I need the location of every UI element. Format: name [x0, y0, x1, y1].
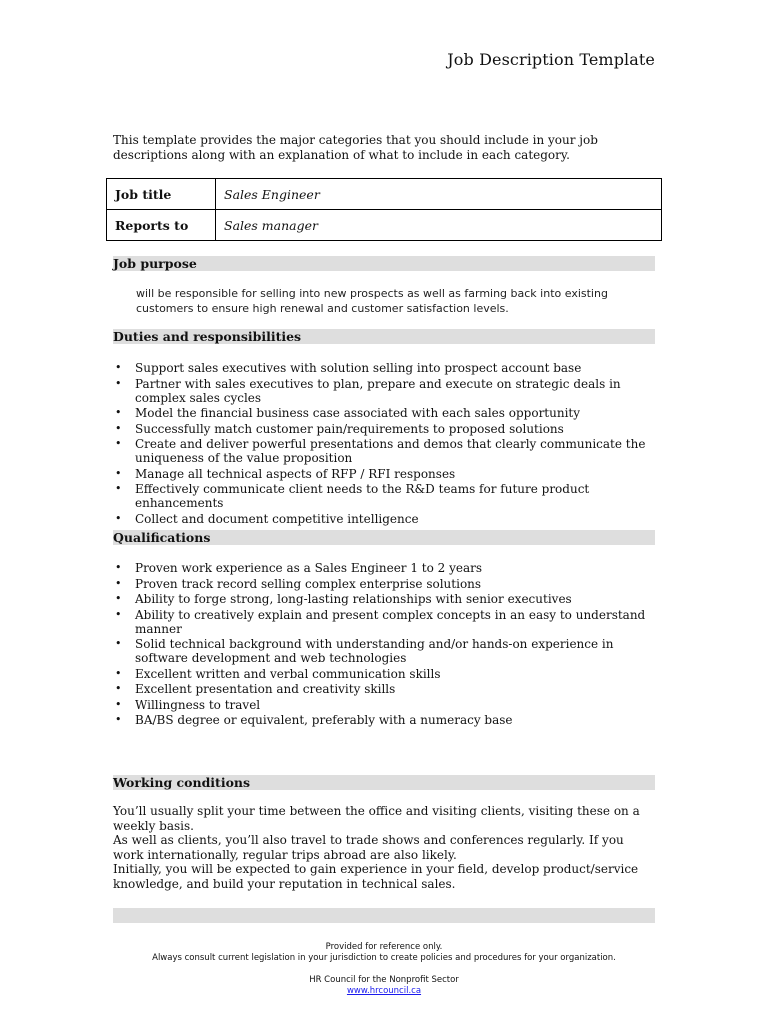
- job-title-value: Sales Engineer: [216, 179, 662, 210]
- list-item: • Manage all technical aspects of RFP / RFI responses: [113, 467, 658, 481]
- intro-text: This template provides the major categories that you should include in your job descriptions along with an explanation of what to include in each category.: [113, 133, 598, 162]
- list-item: • Collect and document competitive intelligence: [113, 512, 658, 526]
- list-item: • Proven work experience as a Sales Engineer 1 to 2 years: [113, 561, 658, 575]
- list-item: • Successfully match customer pain/requirements to proposed solutions: [113, 422, 658, 436]
- table-row: [107, 210, 662, 241]
- list-item: • Excellent presentation and creativity skills: [113, 682, 658, 696]
- paragraph: As well as clients, you’ll also travel to trade shows and conferences regularly. If you work internationally, regular trips abroad are also likely.: [113, 833, 624, 862]
- list-item: • Effectively communicate client needs to the R&D teams for future product enhancements: [113, 482, 658, 510]
- reports-to-value: Sales manager: [216, 210, 662, 241]
- list-item: • Ability to forge strong, long-lasting relationships with senior executives: [113, 592, 658, 606]
- list-item: • BA/BS degree or equivalent, preferably with a numeracy base: [113, 713, 658, 727]
- footer-org-name: HR Council for the Nonprofit Sector: [309, 975, 459, 985]
- footer-disclaimer: [0, 942, 768, 964]
- list-item: • Model the financial business case associated with each sales opportunity: [113, 406, 658, 420]
- list-item: • Partner with sales executives to plan, prepare and execute on strategic deals in complex sales cycles: [113, 377, 658, 405]
- job-info-table: [106, 178, 662, 241]
- paragraph: Initially, you will be expected to gain experience in your field, develop product/service knowledge, and build your reputation in technical sales.: [113, 862, 639, 891]
- list-item: • Willingness to travel: [113, 698, 658, 712]
- list-item: • Ability to creatively explain and present complex concepts in an easy to understand manner: [113, 608, 658, 636]
- list-item: • Proven track record selling complex enterprise solutions: [113, 577, 658, 591]
- paragraph: You’ll usually split your time between the office and visiting clients, visiting these on a weekly basis.: [113, 804, 640, 833]
- footer-link[interactable]: www.hrcouncil.ca: [346, 986, 422, 996]
- list-item: • Excellent written and verbal communication skills: [113, 667, 658, 681]
- working-conditions-text: [113, 804, 658, 891]
- job-purpose-heading: [113, 256, 655, 271]
- footer-org: [0, 975, 768, 997]
- duties-list: [113, 361, 658, 527]
- section-heading-text: Working conditions: [113, 775, 251, 790]
- empty-section-bar: [113, 908, 655, 923]
- section-heading-text: Job purpose: [113, 256, 197, 271]
- list-item: • Solid technical background with understanding and/or hands-on experience in software development and web technologies: [113, 637, 658, 665]
- job-title-label: Job title: [107, 179, 216, 210]
- reports-to-label: Reports to: [107, 210, 216, 241]
- qualifications-list: [113, 561, 658, 729]
- qualifications-heading: [113, 530, 655, 545]
- duties-heading: [113, 329, 655, 344]
- job-purpose-text: will be responsible for selling into new prospects as well as farming back into existing customers to ensure high renewal and customer satisfaction levels.: [136, 287, 608, 315]
- list-item: • Create and deliver powerful presentations and demos that clearly communicate the uniqueness of the value proposition: [113, 437, 658, 465]
- section-heading-text: Qualifications: [113, 530, 211, 545]
- footer-line: Provided for reference only.: [325, 942, 443, 952]
- section-heading-text: Duties and responsibilities: [113, 329, 302, 344]
- footer-line: Always consult current legislation in your jurisdiction to create policies and procedures for your organization.: [152, 953, 616, 963]
- list-item: • Support sales executives with solution selling into prospect account base: [113, 361, 658, 375]
- table-row: [107, 179, 662, 210]
- working-conditions-heading: [113, 775, 655, 790]
- document-title: Job Description Template: [447, 50, 655, 69]
